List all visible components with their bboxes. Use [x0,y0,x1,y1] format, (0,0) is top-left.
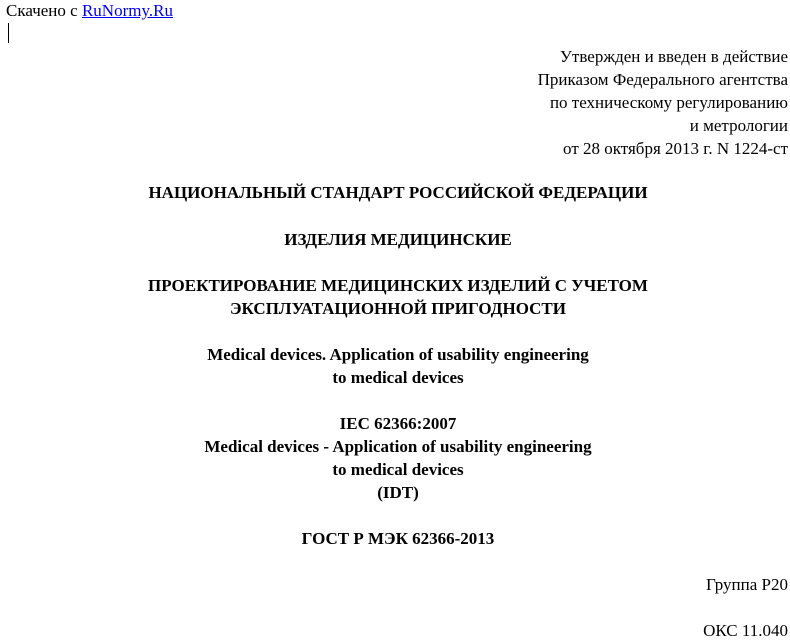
iec-reference [0,412,790,504]
text-cursor [8,23,9,43]
source-link[interactable]: RuNormy.Ru [81,1,173,20]
approval-line: Приказом Федерального агентства [537,70,788,89]
source-prefix: Скачено с [6,1,82,20]
approval-line: Утвержден и введен в действие [559,47,788,66]
source-line [6,1,173,21]
product-title: ИЗДЕЛИЯ МЕДИЦИНСКИЕ [284,230,512,249]
group-code: Группа Р20 [706,575,788,594]
iec-code: IEC 62366:2007 [339,414,457,433]
iec-title-line1: Medical devices - Application of usability engineering [204,437,592,456]
approval-line: и метрологии [689,116,788,135]
design-title-line2: ЭКСПЛУАТАЦИОННОЙ ПРИГОДНОСТИ [230,299,566,318]
gost-code: ГОСТ Р МЭК 62366-2013 [301,529,495,548]
iec-equivalence: (IDT) [377,483,419,502]
standard-title: НАЦИОНАЛЬНЫЙ СТАНДАРТ РОССИЙСКОЙ ФЕДЕРАЦИИ [148,183,648,202]
approval-line: по техническому регулированию [549,93,788,112]
approval-line: от 28 октября 2013 г. N 1224-ст [563,139,788,158]
english-title [0,343,790,389]
design-title [0,274,790,320]
oks-code: ОКС 11.040 [703,621,788,640]
english-title-line1: Medical devices. Application of usability engineering [207,345,589,364]
design-title-line1: ПРОЕКТИРОВАНИЕ МЕДИЦИНСКИХ ИЗДЕЛИЙ С УЧЕТОМ [148,276,648,295]
iec-title-line2: to medical devices [332,460,464,479]
english-title-line2: to medical devices [332,368,464,387]
approval-block [538,45,788,160]
